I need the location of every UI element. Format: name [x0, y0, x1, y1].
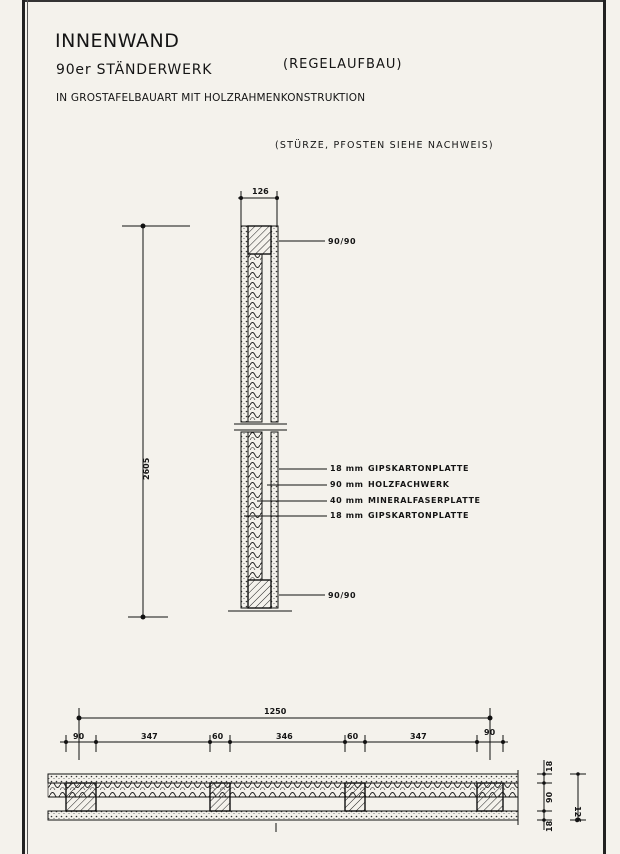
top-member-label: 90/90: [328, 237, 357, 246]
section-break-line: [234, 424, 287, 430]
plan-wall-body: [48, 770, 518, 825]
section-height-label: 2605: [142, 457, 151, 480]
layer-3-material: MINERALFASERPLATTE: [368, 496, 481, 505]
svg-text:90 mm: 90 mm: [330, 480, 364, 489]
vertical-section: [122, 187, 481, 620]
seg-5-label: 60: [347, 732, 359, 741]
drawing-subtitle: 90er STÄNDERWERK: [56, 62, 213, 78]
plan-view: [48, 707, 586, 832]
seg-3-label: 60: [212, 732, 224, 741]
layer-1-material: GIPSKARTONPLATTE: [368, 464, 470, 473]
seg-4-label: 346: [276, 732, 293, 741]
construction-description: IN GROSTAFELBAUART MIT HOLZRAHMENKONSTRUKTION: [56, 92, 366, 104]
section-height-dimension: [122, 224, 190, 620]
plan-total-label: 1250: [264, 707, 287, 716]
svg-text:18 mm: 18 mm: [330, 511, 364, 520]
vdim-bottom-label: 18: [545, 820, 554, 832]
svg-text:18 mm: 18 mm: [330, 464, 364, 473]
section-width-label: 126: [252, 187, 269, 196]
bottom-member-label: 90/90: [328, 591, 357, 600]
regelaufbau-label: (REGELAUFBAU): [283, 57, 403, 72]
drawing-title: INNENWAND: [55, 30, 180, 52]
section-lower-part: [228, 432, 292, 611]
vdim-mid-label: 90: [545, 791, 554, 803]
vdim-top-label: 18: [545, 760, 554, 772]
seg-2-label: 347: [141, 732, 158, 741]
section-width-dimension: [238, 187, 279, 226]
vdim-total-label: 126: [573, 806, 582, 823]
seg-7-label: 90: [484, 728, 496, 737]
seg-6-label: 347: [410, 732, 427, 741]
svg-text:40 mm: 40 mm: [330, 496, 364, 505]
plan-segment-dimensions: [60, 728, 508, 752]
layer-4-material: GIPSKARTONPLATTE: [368, 511, 470, 520]
plan-thickness-dimensions: [537, 760, 586, 832]
seg-1-label: 90: [73, 732, 85, 741]
layer-2-material: HOLZFACHWERK: [368, 480, 450, 489]
section-callouts: [244, 237, 481, 600]
lintel-note: (STÜRZE, PFOSTEN SIEHE NACHWEIS): [275, 140, 494, 151]
section-upper-part: [241, 226, 278, 422]
